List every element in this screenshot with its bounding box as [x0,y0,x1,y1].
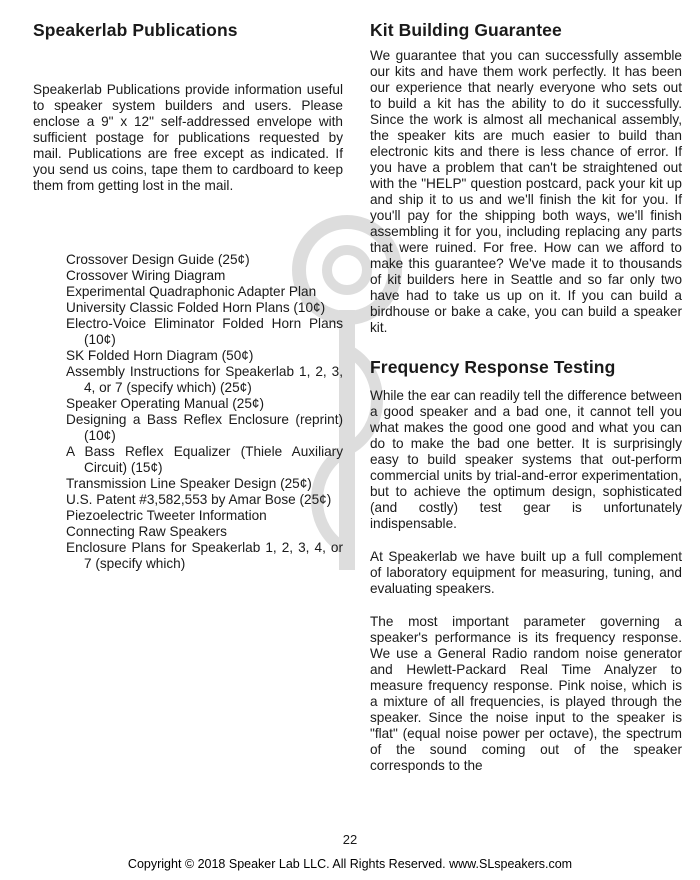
list-item: Designing a Bass Reflex Enclosure (reprint) (10¢) [66,412,343,443]
list-item: Electro-Voice Eliminator Folded Horn Plans (10¢) [66,316,343,347]
list-item: Piezoelectric Tweeter Information [66,508,267,523]
list-item: Crossover Wiring Diagram [66,268,226,283]
frequency-paragraph-1: While the ear can readily tell the difference between a good speaker and a bad one, it cannot tell you what makes the good one good and what you can do to make the bad one better. It is surprisingly easy to build speaker systems that out-perform commercial units by trial-and-error experimentation, but to achieve the optimum design, sophisticated (and costly) test gear is unfortunately indispensable. [370,388,682,531]
list-item: University Classic Folded Horn Plans (10¢) [66,300,326,315]
list-item: Enclosure Plans for Speakerlab 1, 2, 3, 4, or 7 (specify which) [66,540,343,571]
list-item: Assembly Instructions for Speakerlab 1, 2, 3, 4, or 7 (specify which) (25¢) [66,364,343,395]
kit-guarantee-heading: Kit Building Guarantee [370,20,562,40]
publications-list [66,252,343,572]
page-number: 22 [342,832,358,847]
list-item: A Bass Reflex Equalizer (Thiele Auxiliary Circuit) (15¢) [66,444,343,475]
list-item: U.S. Patent #3,582,553 by Amar Bose (25¢) [66,492,332,507]
list-item: SK Folded Horn Diagram (50¢) [66,348,254,363]
frequency-testing-heading: Frequency Response Testing [370,357,616,377]
list-item: Experimental Quadraphonic Adapter Plan [66,284,317,299]
copyright-footer: Copyright © 2018 Speaker Lab LLC. All Rights Reserved. www.SLspeakers.com [127,857,573,871]
publications-intro: Speakerlab Publications provide information useful to speaker system builders and users. Please enclose a 9" x 12" self-addressed envelope with sufficient postage for publications requested by mail. Publications are free except as indicated. If you send us coins, tape them to cardboard to keep them from getting lost in the mail. [33,82,343,193]
right-column [370,18,682,774]
publications-heading: Speakerlab Publications [33,20,238,40]
left-column [33,18,343,194]
kit-guarantee-paragraph: We guarantee that you can successfully assemble our kits and have them work perfectly. It has been our experience that nearly everyone who sets out to build a kit has the ability to do it successfully. Since the work is almost all mechanical assembly, the speaker kits are much easier to build than electronic kits and there is less chance of error. If you have a problem that can't be straightened out with the "HELP" question postcard, pack your kit up and ship it to us and we'll finish the kit for you. If you'll pay for the shipping both ways, we'll finish assembling it for you, including replacing any parts that were ruined. For free. How can we afford to make this guarantee? We've made it to thousands of kit builders here in Seattle and so far only two have had to take us up on it. If you can build a birdhouse or bake a cake, you can build a speaker kit. [370,48,682,335]
frequency-paragraph-2: At Speakerlab we have built up a full complement of laboratory equipment for measuring, tuning, and evaluating speakers. [370,549,682,596]
list-item: Speaker Operating Manual (25¢) [66,396,264,411]
list-item: Crossover Design Guide (25¢) [66,252,250,267]
frequency-paragraph-3: The most important parameter governing a speaker's performance is its frequency response. We use a General Radio random noise generator and Hewlett-Packard Real Time Analyzer to measure frequency response. Pink noise, which is a mixture of all frequencies, is played through the speaker. Since the noise input to the speaker is "flat" (equal noise power per octave), the spectrum of the sound coming out of the speaker corresponds to the [370,614,682,773]
list-item: Transmission Line Speaker Design (25¢) [66,476,312,491]
list-item: Connecting Raw Speakers [66,524,227,539]
